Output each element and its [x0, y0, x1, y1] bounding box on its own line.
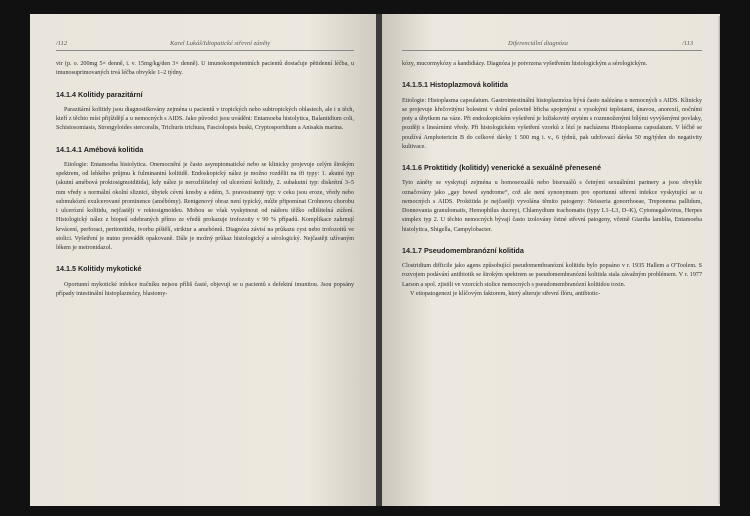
running-head: Karel Lukáš/Idiopatické střevní záněty: [170, 40, 271, 47]
section-heading: 14.1.5 Kolitidy mykotické: [56, 264, 142, 274]
paragraph: Clostridium difficile jako agens způsobující pseudomembranózní kolitidu bylo popsáno v r. 1935 Hallem a O'Toolem. S rozvojem podávání antibiotik se širokým spektrem se pseudomembranózní kolitida stala závažným problémem. V r. 1977 Larson a spol. zjistili ve vzorcích stolice nemocných s pseudomembranózní kolitidou toxin.: [402, 263, 702, 288]
page-number: /112: [56, 40, 68, 47]
paragraph: V etiopatogenezi je klíčovým faktorem, který alteruje střevní flóru, antibiotic-: [410, 290, 601, 297]
paragraph: kózy, mucormykózy a kandidiázy. Diagnóza je potvrzena vyšetřením histologickým a sérologickým.: [402, 61, 648, 67]
section-heading: 14.1.4 Kolitidy parazitární: [56, 89, 143, 99]
section-heading: 14.1.4.1 Amébová kolitida: [56, 144, 144, 154]
paragraph: Oportunní mykotické infekce tračníku nejsou příliš časté, objevují se u pacientů s defektní imunitou. Jsou popsány případy intestinální histoplazmózy, blastomy-: [56, 281, 354, 297]
section-heading: 14.1.6 Proktitidy (kolitidy) venerické a sexuálně přenesené: [402, 163, 601, 172]
paragraph: Etiologie: Histoplasma capsulatum. Gastrointestinální histoplazmóza bývá často nalézána u nemocných s AIDS. Klinicky se projevuje křečovitými bolestmi v dolní polovině břicha spojenými s vysokými teplotami, únavou, anorexií, nočními poty a úbytkem na váze. Při endoskopickém vyšetření je ložiskovitý erytém s rozmnoženými bílými vyvýšenými povlaky, později s lineárními vředy. Při histologickém vyšetření vzorků z lézí je nacházena Histoplasma capsulatum. V léčbě se používá Amphotericin B do celkové dávky 1 500 mg i. v., 6 týdnů, pak udržovací dávka 50 mg/týden do negativity kultivace.: [402, 97, 702, 150]
open-book: [30, 14, 720, 506]
right-page: [382, 14, 720, 506]
paragraph: Etiologie: Entamoeba histolytica. Onemocnění je často asymptomatické nebo se klinicky projevuje celým širokým spektrem, od lehkého průjmu k fulminantní kolitidě. Endoskopický nález je možno rozdělit na tři typy: 1. akutní typ (akutní amébová proktosigmoiditida), kdy nález je nerozlišitelný od ulcerózní kolitidy, 2. subakutní typ: diskrétní 3–5 mm vředy s normální okolní sliznicí, úbytek cévní kresby a edém, 3. pravostranný typ: v ceku jsou eroze, vředy nebo submukózní exulcerované prominence (amébómy). Rentgenový obraz není typický, může připomínat Crohnovu chorobu i ulcerózní kolitidu, nejčastěji v rektosigmoideu. Mohou se však vyskytnout od nádoru těžko odlišitelná zúžení. Histologický nález z biopsií odebraných přímo ze vředů prokazuje trofozoity v 90 % případů. Komplikace zahrnují krvácení, perforaci, peritonitidu, tvorbu píštělí, striktur a amebómů. Diagnóza závisí na průkazu cyst nebo trofozoitů ve stolici. Vyšetření je nutno provádět opakovaně. Dále je možný průkaz histologický a sérologický. Nejčastěji užívaným lékem je metronidazol.: [56, 161, 354, 251]
page-number: /113: [682, 40, 694, 47]
running-head: Diferenciální diagnóza: [508, 40, 568, 47]
section-heading: 14.1.5.1 Histoplazmová kolitida: [402, 80, 508, 90]
header-rule: [56, 50, 354, 51]
header-rule: [402, 50, 702, 51]
left-page-content: [56, 60, 354, 299]
paragraph: vir (p. o. 200mg 5× denně, i. v. 15mg/kg/den 3× denně). U imunokompetentních pacientů dostačuje pětidenní léčba, u imunosuprimovaných trvá léčba obvykle 1–2 týdny.: [56, 61, 354, 77]
page-edges: [718, 16, 720, 504]
right-page-content: [402, 60, 702, 299]
paragraph: Parazitární kolitidy jsou diagnostikovány zejména u pacientů v tropických nebo subtropických oblastech, ale i u těch, kteří z těchto míst přijíždějí a u nemocných s AIDS. Jako původci jsou uváděni: Entamoeba histolytica, Balantidium coli, Schistosomiasis, Strongyloides stercoralis, Trichuris trichura, Fasciolopsis buski, Cryptosporidium a Anisakis marina.: [56, 106, 354, 132]
paragraph: Tyto záněty se vyskytují zejména u homosexuálů nebo bisexuálů s četnými sexuálními partnery a jsou obvykle označovány jako „gay bowel syndrome“, což ale není synonymum pro oportunní střevní infekce vyskytující se u nemocných s AIDS. Proktitida je nejčastěji vyvolána těmito patogeny: Neisseria gonorrhoeae, Treponema pallidum, Donnovania granulomatis, Hemophilus ducreyi, Chlamydium trachomatis (typy L1–L3, D–K), Cytomegalovirus, Herpes simplex typ 2. U těchto nemocných bývají často izolovány četné střevní patogeny, včetně Giardia lamblia, Entamoeba histolytica, Shigella, Campylobacter.: [402, 180, 702, 233]
left-page: [30, 14, 378, 506]
section-heading: 14.1.7 Pseudomembranózní kolitida: [402, 245, 524, 255]
